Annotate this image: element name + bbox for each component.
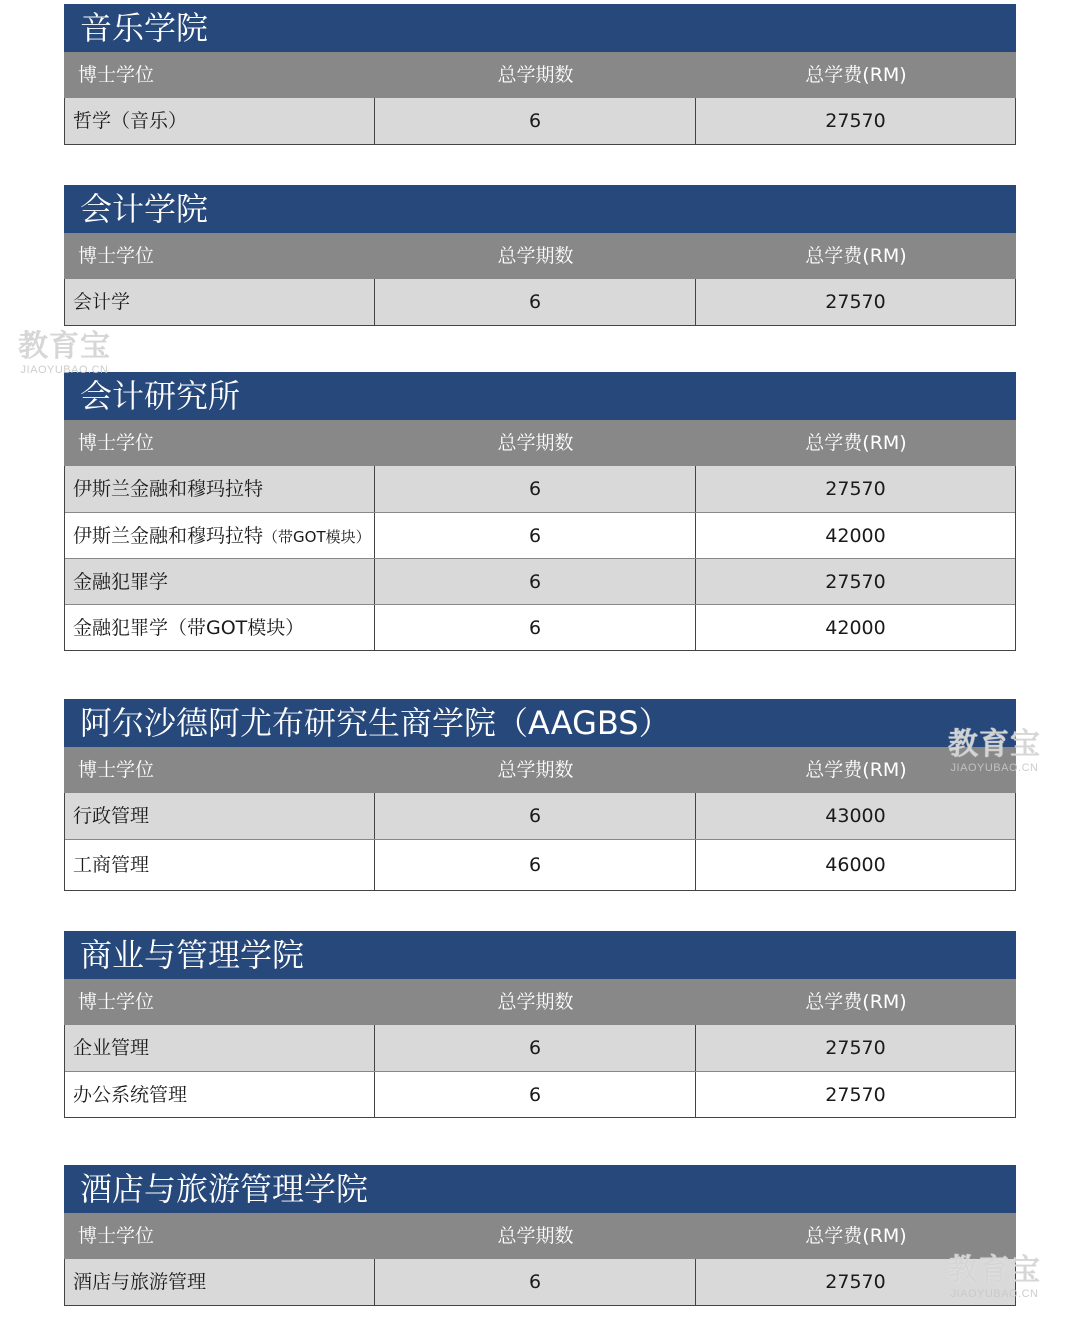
section-music bbox=[64, 4, 1016, 145]
semesters-cell: 6 bbox=[375, 840, 696, 890]
fee-cell: 42000 bbox=[825, 525, 886, 547]
header-degree: 博士学位 bbox=[78, 64, 155, 86]
section-title: 会计研究所 bbox=[64, 372, 1016, 420]
table-header bbox=[64, 52, 1016, 98]
header-semesters: 总学期数 bbox=[497, 64, 574, 86]
header-fee: 总学费(RM) bbox=[805, 64, 907, 86]
program-cell: 金融犯罪学 bbox=[65, 559, 375, 604]
section-title: 会计学院 bbox=[64, 185, 1016, 233]
table-body bbox=[64, 1025, 1016, 1118]
header-semesters: 总学期数 bbox=[497, 1225, 574, 1247]
program-cell: 金融犯罪学（带GOT模块） bbox=[65, 605, 375, 650]
table-row bbox=[65, 512, 1015, 558]
program-note: （带GOT模块） bbox=[263, 528, 371, 546]
section-accounting-institute bbox=[64, 372, 1016, 651]
header-degree: 博士学位 bbox=[78, 759, 155, 781]
table-row bbox=[65, 793, 1015, 839]
table-body bbox=[64, 279, 1016, 326]
table-header bbox=[64, 1213, 1016, 1259]
fee-cell: 43000 bbox=[825, 805, 886, 827]
program-cell: 工商管理 bbox=[65, 840, 375, 890]
section-hotel-tourism bbox=[64, 1165, 1016, 1306]
table-row bbox=[65, 604, 1015, 650]
semesters-cell: 6 bbox=[375, 466, 696, 512]
fee-cell: 46000 bbox=[825, 854, 886, 876]
table-row bbox=[65, 1071, 1015, 1117]
header-fee: 总学费(RM) bbox=[805, 991, 907, 1013]
table-header bbox=[64, 420, 1016, 466]
fee-cell: 27570 bbox=[825, 571, 886, 593]
table-header bbox=[64, 747, 1016, 793]
table-header bbox=[64, 979, 1016, 1025]
table-header bbox=[64, 233, 1016, 279]
semesters-cell: 6 bbox=[375, 793, 696, 839]
semesters-cell: 6 bbox=[375, 1259, 696, 1305]
program-cell: 酒店与旅游管理 bbox=[65, 1259, 375, 1305]
header-fee: 总学费(RM) bbox=[805, 759, 907, 781]
program-cell bbox=[65, 513, 375, 558]
table-body bbox=[64, 1259, 1016, 1306]
section-title: 阿尔沙德阿尤布研究生商学院（AAGBS） bbox=[64, 699, 1016, 747]
fee-cell: 42000 bbox=[825, 617, 886, 639]
program-cell: 会计学 bbox=[65, 279, 375, 325]
table-row bbox=[65, 839, 1015, 890]
header-degree: 博士学位 bbox=[78, 1225, 155, 1247]
watermark-sub-text: JIAOYUBAO.CN bbox=[950, 1288, 1039, 1300]
watermark-main-text: 教育宝 bbox=[948, 727, 1041, 762]
watermark-logo bbox=[18, 330, 111, 376]
fee-cell: 27570 bbox=[825, 291, 886, 313]
section-accounting bbox=[64, 185, 1016, 326]
header-fee: 总学费(RM) bbox=[805, 245, 907, 267]
program-cell: 办公系统管理 bbox=[65, 1072, 375, 1117]
header-degree: 博士学位 bbox=[78, 432, 155, 454]
program-cell: 伊斯兰金融和穆玛拉特 bbox=[65, 466, 375, 512]
table-row bbox=[65, 279, 1015, 325]
program-cell: 企业管理 bbox=[65, 1025, 375, 1071]
table-row bbox=[65, 1025, 1015, 1071]
header-fee: 总学费(RM) bbox=[805, 1225, 907, 1247]
header-semesters: 总学期数 bbox=[497, 759, 574, 781]
watermark-main-text: 教育宝 bbox=[948, 1253, 1041, 1288]
table-row bbox=[65, 558, 1015, 604]
header-degree: 博士学位 bbox=[78, 991, 155, 1013]
watermark-sub-text: JIAOYUBAO.CN bbox=[20, 364, 109, 376]
fee-cell: 27570 bbox=[825, 1271, 886, 1293]
program-name: 伊斯兰金融和穆玛拉特 bbox=[73, 525, 264, 547]
table-body bbox=[64, 793, 1016, 891]
fee-cell: 27570 bbox=[825, 110, 886, 132]
semesters-cell: 6 bbox=[375, 1072, 696, 1117]
fee-cell: 27570 bbox=[825, 478, 886, 500]
program-cell: 哲学（音乐） bbox=[65, 98, 375, 144]
table-body bbox=[64, 466, 1016, 651]
section-aagbs bbox=[64, 699, 1016, 891]
semesters-cell: 6 bbox=[375, 605, 696, 650]
semesters-cell: 6 bbox=[375, 559, 696, 604]
section-title: 音乐学院 bbox=[64, 4, 1016, 52]
section-title: 酒店与旅游管理学院 bbox=[64, 1165, 1016, 1213]
watermark-sub-text: JIAOYUBAO.CN bbox=[950, 762, 1039, 774]
header-semesters: 总学期数 bbox=[497, 245, 574, 267]
table-row bbox=[65, 98, 1015, 144]
section-title: 商业与管理学院 bbox=[64, 931, 1016, 979]
semesters-cell: 6 bbox=[375, 279, 696, 325]
watermark-main-text: 教育宝 bbox=[18, 329, 111, 364]
semesters-cell: 6 bbox=[375, 513, 696, 558]
header-fee: 总学费(RM) bbox=[805, 432, 907, 454]
semesters-cell: 6 bbox=[375, 98, 696, 144]
header-semesters: 总学期数 bbox=[497, 991, 574, 1013]
table-body bbox=[64, 98, 1016, 145]
fee-cell: 27570 bbox=[825, 1084, 886, 1106]
semesters-cell: 6 bbox=[375, 1025, 696, 1071]
program-cell: 行政管理 bbox=[65, 793, 375, 839]
fee-cell: 27570 bbox=[825, 1037, 886, 1059]
table-row bbox=[65, 1259, 1015, 1305]
section-business-management bbox=[64, 931, 1016, 1118]
header-semesters: 总学期数 bbox=[497, 432, 574, 454]
header-degree: 博士学位 bbox=[78, 245, 155, 267]
table-row bbox=[65, 466, 1015, 512]
